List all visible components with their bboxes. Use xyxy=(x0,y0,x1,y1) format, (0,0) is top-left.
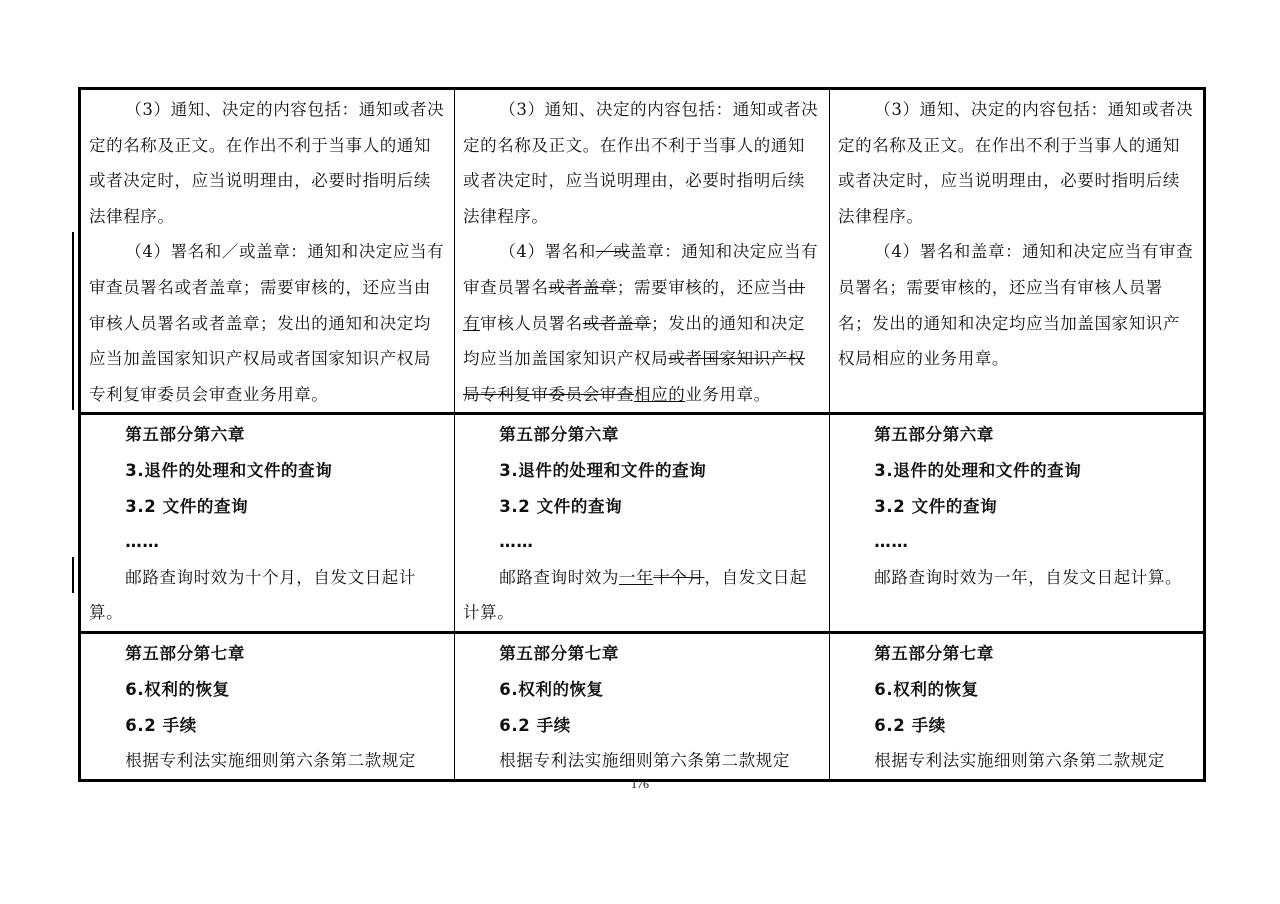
section-heading: 第五部分第七章 xyxy=(874,644,994,664)
comparison-table xyxy=(78,87,1206,782)
section-heading: 3.退件的处理和文件的查询 xyxy=(125,460,333,480)
section-heading: 3.2 文件的查询 xyxy=(874,496,998,516)
table-cell xyxy=(455,633,830,780)
deleted-text: 十个月 xyxy=(653,567,705,587)
paragraph: （3）通知、决定的内容包括：通知或者决定的名称及正文。在作出不利于当事人的通知或者决定时，应当说明理由，必要时指明后续法律程序。 xyxy=(838,100,1194,226)
section-heading: 第五部分第六章 xyxy=(874,425,994,445)
table-row xyxy=(80,414,1205,633)
section-heading: 第五部分第六章 xyxy=(125,425,245,445)
text-segment: 审核人员署名 xyxy=(480,313,583,333)
section-heading: 6.2 手续 xyxy=(499,715,571,735)
revision-bar-1 xyxy=(72,232,74,410)
page-number: 176 xyxy=(631,777,649,791)
table-cell xyxy=(455,414,830,633)
text-segment: ；发出的通知和决定均应当加盖国家知识产权局 xyxy=(463,313,806,369)
paragraph: 根据专利法实施细则第六条第二款规定 xyxy=(874,751,1165,771)
deleted-text: 或者盖章 xyxy=(548,277,617,297)
text-segment: （4）署名和 xyxy=(499,242,596,262)
section-heading: 6.权利的恢复 xyxy=(874,679,979,699)
paragraph: （3）通知、决定的内容包括：通知或者决定的名称及正文。在作出不利于当事人的通知或者决定时，应当说明理由，必要时指明后续法律程序。 xyxy=(463,100,819,226)
deleted-text: 由 xyxy=(787,277,806,297)
paragraph: 根据专利法实施细则第六条第二款规定 xyxy=(499,751,790,771)
text-segment: 盖章：通知和决定应当有审查员署名 xyxy=(463,242,819,297)
section-heading: 3.退件的处理和文件的查询 xyxy=(874,460,1082,480)
section-heading: 3.2 文件的查询 xyxy=(125,496,249,516)
paragraph: 邮路查询时效为一年，自发文日起计算。 xyxy=(874,567,1183,587)
text-segment: ；需要审核的，还应当 xyxy=(616,277,788,297)
inserted-text: 一年 xyxy=(619,567,654,587)
revised-paragraph xyxy=(463,234,821,412)
table-cell xyxy=(830,633,1205,780)
paragraph: （4）署名和盖章：通知和决定应当有审查员署名；需要审核的，还应当有审核人员署名；发出的通知和决定均应当加盖国家知识产权局相应的业务用章。 xyxy=(838,242,1194,369)
ellipsis: …… xyxy=(499,532,534,552)
ellipsis: …… xyxy=(125,532,160,552)
revised-paragraph xyxy=(463,560,821,631)
paragraph: （4）署名和／或盖章：通知和决定应当有审查员署名或者盖章；需要审核的，还应当由审核人员署名或者盖章；发出的通知和决定均应当加盖国家知识产权局或者国家知识产权局专利复审委员会审查业务用章。 xyxy=(89,242,445,404)
section-heading: 6.2 手续 xyxy=(874,715,946,735)
text-segment: 邮路查询时效为 xyxy=(499,567,619,587)
deleted-text: 或者国家知识产权局专利复审委员会审查 xyxy=(463,349,806,404)
section-heading: 第五部分第六章 xyxy=(499,425,619,445)
paragraph: 邮路查询时效为十个月，自发文日起计算。 xyxy=(89,567,416,623)
table-cell xyxy=(80,414,455,633)
revision-bar-2 xyxy=(72,557,74,593)
table-cell xyxy=(80,633,455,780)
table-cell xyxy=(830,89,1205,414)
deleted-text: ／或 xyxy=(595,242,631,262)
section-heading: 6.权利的恢复 xyxy=(499,679,604,699)
table-row xyxy=(80,89,1205,414)
paragraph: 根据专利法实施细则第六条第二款规定 xyxy=(125,751,416,771)
table-cell xyxy=(830,414,1205,633)
table-cell xyxy=(455,89,830,414)
table-row xyxy=(80,633,1205,780)
section-heading: 6.权利的恢复 xyxy=(125,679,230,699)
text-segment: 业务用章。 xyxy=(685,384,771,404)
paragraph: （3）通知、决定的内容包括：通知或者决定的名称及正文。在作出不利于当事人的通知或者决定时，应当说明理由，必要时指明后续法律程序。 xyxy=(89,100,445,226)
table-cell xyxy=(80,89,455,414)
text-segment: ，自发文日起计算。 xyxy=(463,567,808,623)
inserted-text: 有 xyxy=(463,313,481,333)
section-heading: 3.2 文件的查询 xyxy=(499,496,623,516)
ellipsis: …… xyxy=(874,532,909,552)
section-heading: 第五部分第七章 xyxy=(125,644,245,664)
section-heading: 第五部分第七章 xyxy=(499,644,619,664)
inserted-text: 相应的 xyxy=(634,384,686,404)
section-heading: 3.退件的处理和文件的查询 xyxy=(499,460,707,480)
deleted-text: 或者盖章 xyxy=(582,313,652,333)
section-heading: 6.2 手续 xyxy=(125,715,197,735)
